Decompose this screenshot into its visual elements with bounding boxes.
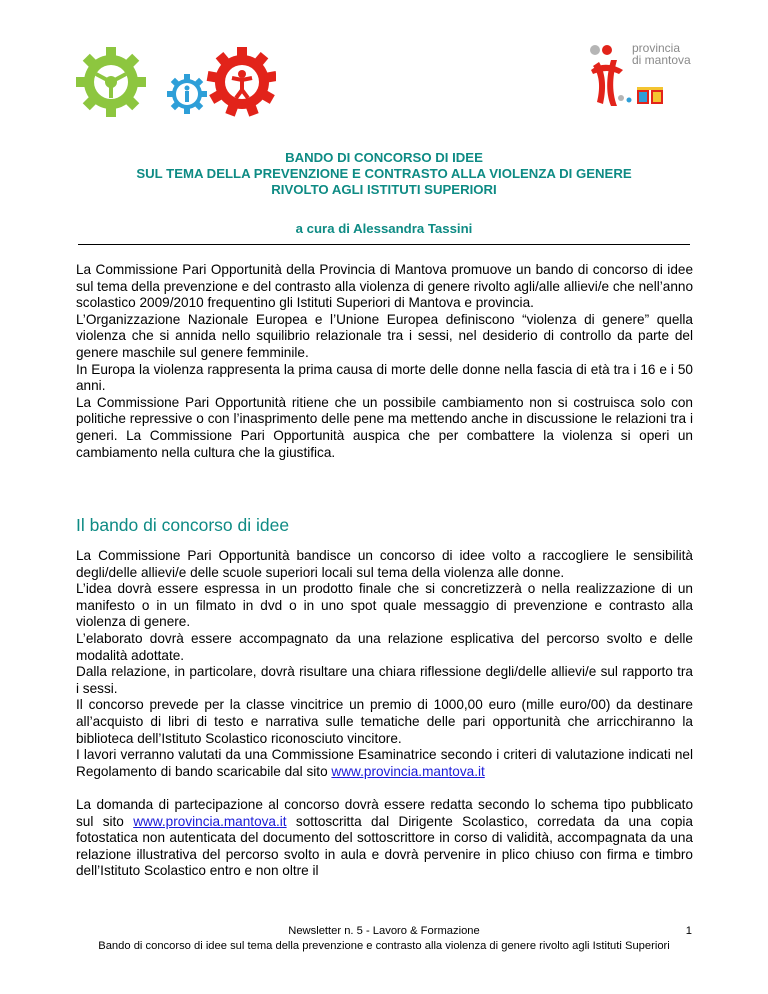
page-number: 1 <box>685 925 692 937</box>
section-paragraph-2: L’idea dovrà essere espressa in un prodotto finale che si concretizzerà o nella realizzazione di un manifesto o in un filmato in dvd o in uno spot quale messaggio di prevenzione e contrasto alla violenza di genere. <box>76 581 693 630</box>
header-divider <box>78 244 690 245</box>
provincia-website-link[interactable]: www.provincia.mantova.it <box>331 763 485 779</box>
red-gear-icon <box>207 47 276 117</box>
section-paragraph-3: L’elaborato dovrà essere accompagnato da una relazione esplicativa del percorso svolto e delle modalità adottate. <box>76 630 693 663</box>
section-paragraph-7 <box>76 797 693 880</box>
provincia-website-link-2[interactable]: www.provincia.mantova.it <box>133 813 287 829</box>
section-paragraph-6-text: I lavori verranno valutati da una Commissione Esaminatrice secondo i criteri di valutazione indicati nel Regolamento di bando scaricabile dal sito <box>76 747 693 779</box>
province-name-line2: di mantova <box>632 53 691 67</box>
section-text <box>76 548 693 880</box>
page-footer <box>68 924 700 954</box>
footer-line-2: Bando di concorso di idee sul tema della prevenzione e contrasto alla violenza di genere rivolto agli Istituti Superiori <box>98 940 670 952</box>
author-line: a cura di Alessandra Tassini <box>295 221 473 236</box>
section-paragraph-6 <box>76 747 693 780</box>
section-paragraph-4: Dalla relazione, in particolare, dovrà risultare una chiara riflessione degli/delle allievi/e sul rapporto tra i sessi. <box>76 664 693 696</box>
blue-gear-icon <box>167 74 207 114</box>
intro-paragraph-1: La Commissione Pari Opportunità della Provincia di Mantova promuove un bando di concorso di idee sul tema della prevenzione e del contrasto alla violenza di genere rivolto agli/alle allievi/e che nell’anno scolastico 2009/2010 frequentino gli Istituti Superiori di Mantova e provincia. <box>76 262 693 311</box>
intro-text <box>76 262 693 461</box>
title-line-3: RIVOLTO AGLI ISTITUTI SUPERIORI <box>271 182 497 197</box>
section-heading: Il bando di concorso di idee <box>76 515 290 535</box>
section-paragraph-1: La Commissione Pari Opportunità bandisce un concorso di idee volto a raccogliere le sensibilità degli/delle allievi/e delle scuole superiori locali sul tema della violenza alle donne. <box>76 548 693 580</box>
gear-logos <box>76 40 276 120</box>
province-name-line1: provincia <box>632 41 681 55</box>
provincia-logo-text <box>632 42 691 66</box>
footer-line-1: Newsletter n. 5 - Lavoro & Formazione <box>288 925 480 937</box>
intro-paragraph-3: In Europa la violenza rappresenta la prima causa di morte delle donne nella fascia di età tra i 16 e i 50 anni. <box>76 361 693 394</box>
intro-paragraph-4: La Commissione Pari Opportunità ritiene che un possibile cambiamento non si costruisca solo con politiche repressive o con l’inasprimento delle pene ma mettendo anche in discussione le relazioni tra i generi. La Commissione Pari Opportunità auspica che per combattere la violenza si operi un cambiamento nella cultura che la giustifica. <box>76 394 693 460</box>
intro-paragraph-2: L’Organizzazione Nazionale Europea e l’Unione Europea definiscono “violenza di genere” quella violenza che si annida nello squilibrio relazionale tra i sessi, nel desiderio di controllo da parte del genere maschile sul genere femminile. <box>76 311 693 360</box>
gear-logos-graphic <box>76 40 276 120</box>
title-line-2: SUL TEMA DELLA PREVENZIONE E CONTRASTO ALLA VIOLENZA DI GENERE <box>136 166 632 181</box>
section-paragraph-7-before: La domanda di partecipazione al concorso dovrà essere redatta secondo lo schema tipo pubblicato sul sito <box>76 796 693 829</box>
title-line-1: BANDO DI CONCORSO DI IDEE <box>285 150 483 165</box>
section-paragraph-5: Il concorso prevede per la classe vincitrice un premio di 1000,00 euro (mille euro/00) da destinare all’acquisto di libri di testo e narrativa sulle tematiche delle pari opportunità che arricchiranno la biblioteca dell’Istituto Scolastico riconosciuto vincitore. <box>76 697 693 746</box>
document-title <box>60 150 708 198</box>
lime-gear-icon <box>76 47 146 117</box>
provincia-logo <box>583 40 693 112</box>
section-paragraph-7-after: sottoscritta dal Dirigente Scolastico, corredata da una copia fotostatica non autenticata del documento del sottoscrittore in corso di validità, accompagnata da una relazione illustrativa del percorso svolto in aula e dovrà pervenire in plico chiuso con firma e timbro dell’Istituto Scolastico entro e non oltre il <box>76 813 693 879</box>
